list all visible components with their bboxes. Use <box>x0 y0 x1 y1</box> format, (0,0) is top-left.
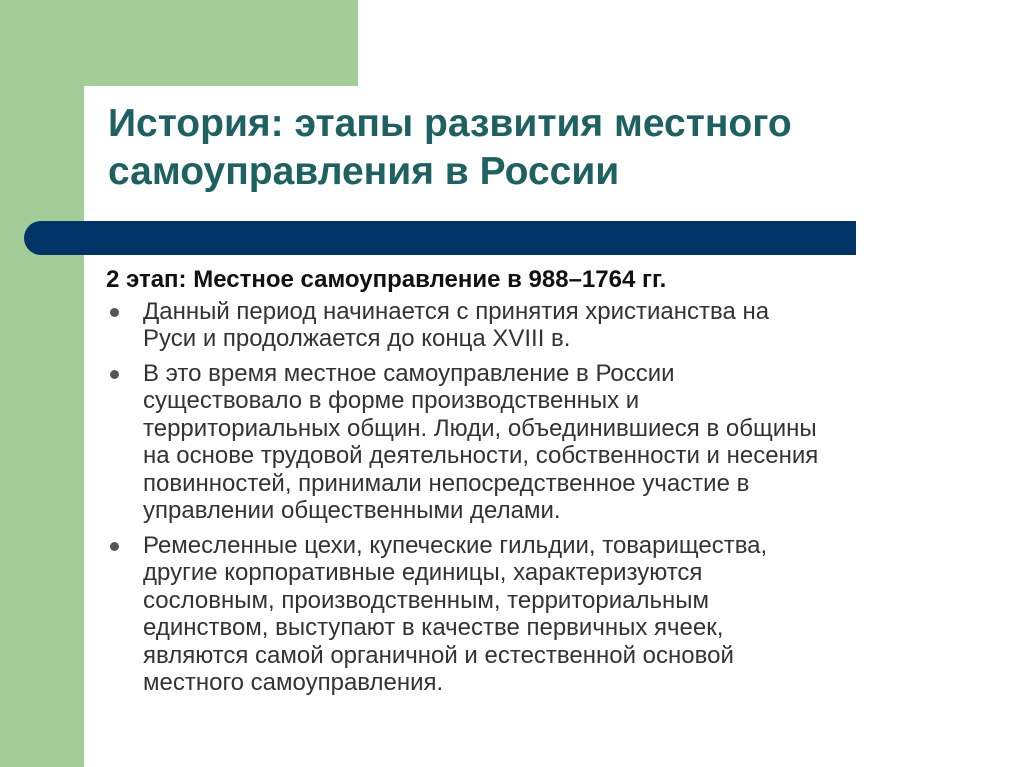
stage-heading: 2 этап: Местное самоуправление в 988–1764 гг. <box>106 266 667 293</box>
bullet-line: местного самоуправления. <box>143 669 444 696</box>
bullet-dot-icon <box>110 308 119 317</box>
bullet-line: территориальных общин. Люди, объединившиеся в общины <box>143 414 817 442</box>
bullet-item-1 <box>106 298 996 353</box>
title-line-1: История: этапы развития местного <box>108 102 792 145</box>
bullet-list <box>106 298 996 697</box>
slide-title <box>108 100 988 196</box>
bullet-line: Данный период начинается с принятия христианства на <box>143 297 770 325</box>
title-divider-bar <box>24 221 856 255</box>
bullet-line: управлении общественными делами. <box>143 497 561 524</box>
bullet-dot-icon <box>110 542 119 551</box>
bullet-line: являются самой органичной и естественной основой <box>143 641 734 669</box>
bullet-text-2 <box>143 360 996 525</box>
bullet-line: Ремесленные цехи, купеческие гильдии, товарищества, <box>143 531 768 559</box>
bullet-line: повинностей, принимали непосредственное участие в <box>143 469 750 497</box>
bullet-text-1 <box>143 298 996 353</box>
bullet-line: на основе трудовой деятельности, собственности и несения <box>143 442 819 469</box>
bullet-text-3 <box>143 532 996 697</box>
bullet-dot-icon <box>110 370 119 379</box>
slide-body <box>106 266 996 704</box>
bullet-line: В это время местное самоуправление в России <box>143 359 675 387</box>
bullet-line: другие корпоративные единицы, характеризуются <box>143 559 703 586</box>
bullet-line: Руси и продолжается до конца XVIII в. <box>143 325 571 352</box>
bullet-line: единством, выступают в качестве первичных ячеек, <box>143 614 724 641</box>
bullet-item-2 <box>106 360 996 525</box>
bullet-line: существовало в форме производственных и <box>143 387 640 414</box>
green-side-band <box>0 0 84 767</box>
bullet-line: сословным, производственным, территориальным <box>143 586 710 614</box>
green-top-block <box>0 0 358 86</box>
title-line-2: самоуправления в России <box>108 150 620 193</box>
bullet-item-3 <box>106 532 996 697</box>
